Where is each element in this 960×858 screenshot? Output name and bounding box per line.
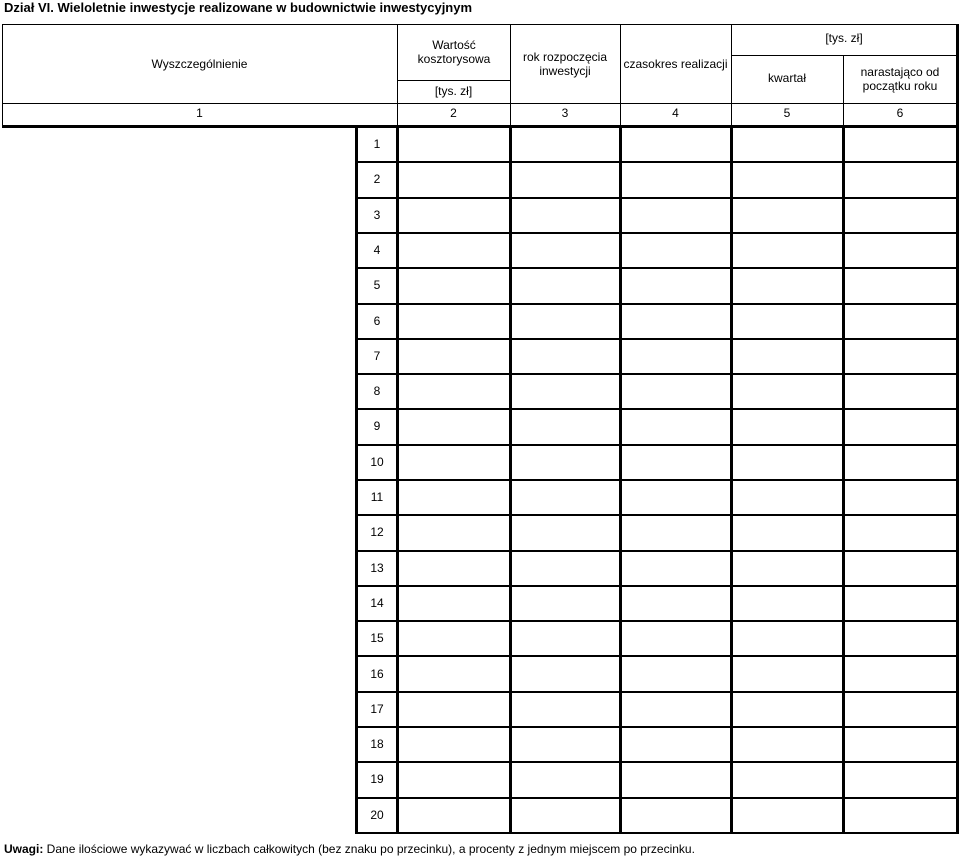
row-number: 19: [370, 772, 384, 787]
row-divider: [355, 479, 959, 481]
group-underline: [731, 55, 957, 56]
row-divider: [355, 197, 959, 199]
header-col-quarter: kwartał: [767, 71, 806, 85]
row-divider: [355, 691, 959, 693]
row-number: 3: [373, 207, 381, 222]
column-number-6: 6: [896, 106, 904, 120]
row-divider: [355, 408, 959, 410]
row-divider: [355, 161, 959, 163]
title-prefix: Dział VI.: [4, 0, 54, 15]
header-col-start-year: rok rozpoczęcia inwestycji: [522, 50, 608, 78]
row-number: 20: [370, 807, 384, 822]
row-divider: [355, 761, 959, 763]
row-number: 11: [370, 490, 384, 504]
header-col-cumulative: narastająco od początku roku: [860, 65, 940, 93]
header-col-value: Wartość kosztorysowa: [417, 38, 491, 66]
row-number: 10: [370, 454, 384, 469]
row-divider: [355, 550, 959, 552]
column-number-5: 5: [783, 106, 791, 120]
page-title: [4, 0, 472, 15]
column-number-1: 1: [196, 106, 203, 120]
header-col-description: Wyszczególnienie: [151, 57, 248, 71]
row-number: 8: [373, 384, 381, 399]
header-bottom-line: [2, 103, 959, 104]
table-right-border: [956, 24, 959, 834]
row-number: 16: [370, 666, 384, 681]
row-number: 14: [370, 595, 384, 610]
colnum-bottom-line: [2, 125, 959, 128]
row-number: 15: [370, 631, 384, 646]
row-number: 4: [373, 242, 381, 257]
row-number: 1: [373, 137, 381, 151]
row-number: 2: [373, 172, 381, 187]
column-number-2: 2: [450, 106, 457, 120]
title-text: Wieloletnie inwestycje realizowane w budownictwie inwestycyjnym: [57, 0, 473, 15]
row-divider: [355, 620, 959, 622]
header-col-value-unit: [tys. zł]: [434, 84, 473, 98]
row-divider: [355, 373, 959, 375]
row-divider: [355, 444, 959, 446]
footnote: [4, 842, 695, 856]
row-number: 7: [373, 348, 381, 363]
row-number: 5: [373, 278, 381, 293]
row-divider: [355, 585, 959, 587]
row-number: 18: [370, 737, 384, 752]
footnote-label: Uwagi:: [4, 842, 44, 856]
row-divider: [355, 514, 959, 516]
table-top-border: [2, 24, 959, 25]
row-divider: [355, 832, 959, 834]
row-divider: [355, 726, 959, 728]
column-number-4: 4: [672, 106, 679, 120]
row-divider: [355, 232, 959, 234]
row-divider: [355, 797, 959, 799]
row-number: 9: [373, 419, 381, 434]
row-number: 17: [370, 701, 384, 716]
value-underline: [397, 80, 510, 81]
column-number-3: 3: [561, 106, 569, 120]
row-number: 6: [373, 313, 381, 328]
header-group-unit: [tys. zł]: [825, 31, 863, 45]
row-divider: [355, 338, 959, 340]
row-number: 12: [370, 525, 384, 540]
footnote-text: Dane ilościowe wykazywać w liczbach całkowitych (bez znaku po przecinku), a procenty z jednym miejscem po przecinku.: [43, 842, 695, 856]
row-divider: [355, 267, 959, 269]
header-col-duration: czasokres realizacji: [623, 57, 728, 71]
row-divider: [355, 303, 959, 305]
row-divider: [355, 655, 959, 657]
row-number: 13: [370, 560, 384, 575]
